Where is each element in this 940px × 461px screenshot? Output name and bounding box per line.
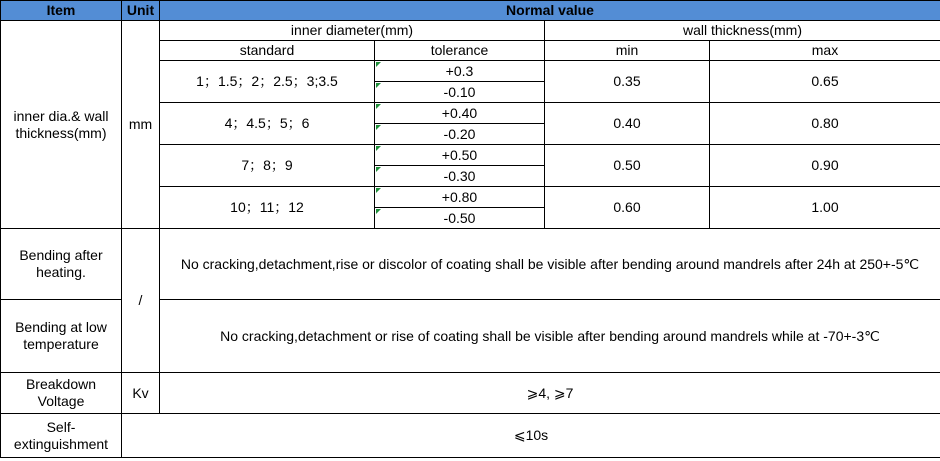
max-cell: 0.90 [710, 145, 940, 187]
tolerance-plus-cell: +0.40 [375, 103, 545, 124]
max-cell: 1.00 [710, 187, 940, 229]
standard-cell: 10；11；12 [160, 187, 375, 229]
header-normal-value: Normal value [160, 1, 940, 21]
inner-dia-label: inner dia.& wall thickness(mm) [1, 21, 122, 229]
standard-header: standard [160, 41, 375, 61]
tolerance-minus-cell: -0.20 [375, 124, 545, 145]
standard-cell: 7；8；9 [160, 145, 375, 187]
tolerance-plus-cell: +0.80 [375, 187, 545, 208]
max-cell: 0.80 [710, 103, 940, 145]
header-item: Item [1, 1, 122, 21]
header-unit: Unit [122, 1, 160, 21]
bending-low-text: No cracking,detachment or rise of coating shall be visible after bending around mandrels while at -70+-3℃ [160, 300, 940, 373]
inner-dia-unit: mm [122, 21, 160, 229]
breakdown-unit: Kv [122, 373, 160, 414]
min-cell: 0.50 [545, 145, 710, 187]
bending-heat-label: Bending after heating. [1, 229, 122, 300]
breakdown-label: Breakdown Voltage [1, 373, 122, 414]
tolerance-minus-cell: -0.50 [375, 208, 545, 229]
min-cell: 0.35 [545, 61, 710, 103]
standard-cell: 4；4.5；5；6 [160, 103, 375, 145]
standard-cell: 1；1.5；2；2.5；3;3.5 [160, 61, 375, 103]
bending-unit: / [122, 229, 160, 373]
tolerance-plus-cell: +0.50 [375, 145, 545, 166]
self-ext-label: Self-extinguishment [1, 414, 122, 458]
bending-low-label: Bending at low temperature [1, 300, 122, 373]
tolerance-minus-cell: -0.30 [375, 166, 545, 187]
min-header: min [545, 41, 710, 61]
tolerance-plus-cell: +0.3 [375, 61, 545, 82]
bending-heat-text: No cracking,detachment,rise or discolor of coating shall be visible after bending around mandrels after 24h at 250+-5℃ [160, 229, 940, 300]
inner-diameter-header: inner diameter(mm) [160, 21, 545, 41]
tolerance-minus-cell: -0.10 [375, 82, 545, 103]
min-cell: 0.60 [545, 187, 710, 229]
max-header: max [710, 41, 940, 61]
self-ext-value: ⩽10s [122, 414, 940, 458]
max-cell: 0.65 [710, 61, 940, 103]
breakdown-value: ⩾4, ⩾7 [160, 373, 940, 414]
min-cell: 0.40 [545, 103, 710, 145]
tolerance-header: tolerance [375, 41, 545, 61]
wall-thickness-header: wall thickness(mm) [545, 21, 940, 41]
